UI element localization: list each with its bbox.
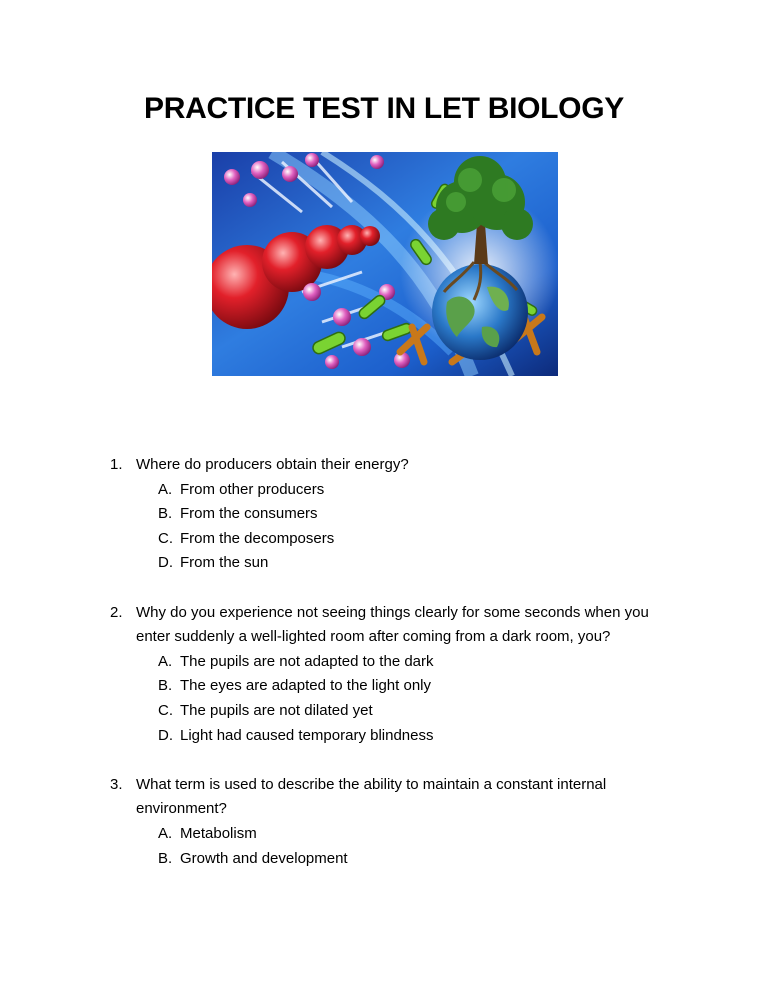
choice-letter: D.: [158, 554, 173, 572]
question-text: What term is used to describe the ability to maintain a constant internal environment?: [136, 775, 607, 818]
choice-text: From the sun: [180, 554, 269, 572]
choice-text: Metabolism: [180, 824, 257, 842]
choice-text: From other producers: [180, 480, 325, 498]
choice-text: Light had caused temporary blindness: [180, 726, 434, 744]
choice-letter: C.: [158, 529, 173, 547]
choice-item: [110, 822, 670, 847]
spacer: [110, 748, 670, 773]
choice-text: The pupils are not dilated yet: [180, 701, 373, 719]
choice-item: [110, 502, 670, 527]
question-number: 1.: [110, 456, 123, 473]
question-2: [110, 601, 670, 749]
choice-text: Growth and development: [180, 849, 348, 867]
choice-letter: D.: [158, 726, 173, 744]
page-title: PRACTICE TEST IN LET BIOLOGY: [144, 92, 624, 125]
choice-item: [110, 551, 670, 576]
choice-item: [110, 699, 670, 724]
choice-item: [110, 674, 670, 699]
choice-item: [110, 650, 670, 675]
question-number: 3.: [110, 775, 123, 793]
choice-list: [110, 822, 670, 871]
question-3: [110, 773, 670, 871]
choice-item: [110, 847, 670, 872]
choice-text: From the decomposers: [180, 529, 335, 547]
choice-letter: A.: [158, 652, 173, 670]
question-list: [110, 453, 670, 871]
question-text: Why do you experience not seeing things clearly for some seconds when you enter suddenly a well-lighted room after coming from a dark room, you?: [136, 603, 649, 646]
choice-list: [110, 478, 670, 576]
choice-letter: A.: [158, 480, 173, 498]
choice-letter: B.: [158, 849, 173, 867]
choice-letter: B.: [158, 677, 173, 695]
question-text: Where do producers obtain their energy?: [136, 456, 409, 473]
choice-list: [110, 650, 670, 748]
choice-item: [110, 724, 670, 749]
choice-item: [110, 527, 670, 552]
choice-text: From the consumers: [180, 505, 318, 523]
choice-letter: C.: [158, 701, 173, 719]
spacer: [110, 576, 670, 601]
choice-text: The eyes are adapted to the light only: [180, 677, 432, 695]
choice-text: The pupils are not adapted to the dark: [180, 652, 434, 670]
question-number: 2.: [110, 603, 123, 621]
biology-collage-image: [212, 152, 558, 376]
question-1: [110, 453, 670, 576]
choice-letter: B.: [158, 505, 173, 523]
choice-letter: A.: [158, 824, 173, 842]
choice-item: [110, 478, 670, 503]
